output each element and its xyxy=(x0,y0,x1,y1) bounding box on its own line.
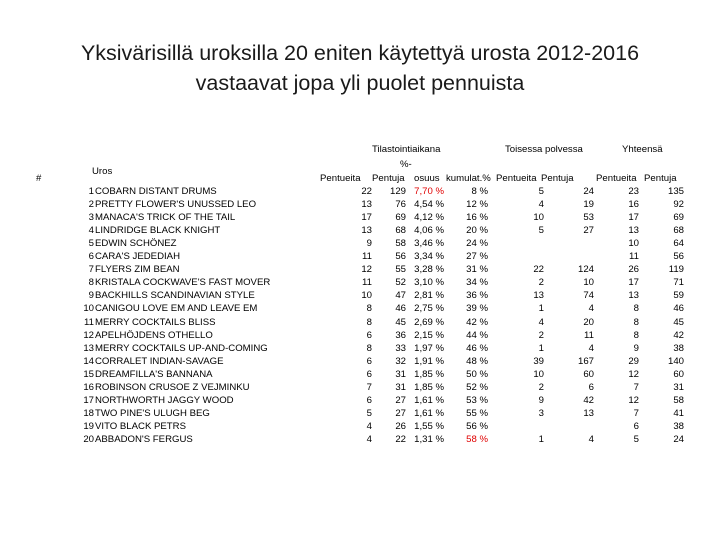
row-tp-pentuja: 6 xyxy=(588,381,594,393)
row-uros-name: APELHÖJDENS OTHELLO xyxy=(95,329,213,341)
row-tp-pentuja: 4 xyxy=(588,434,594,445)
row-pentuja: 33 xyxy=(395,342,406,354)
row-y-pentueita: 5 xyxy=(633,434,639,445)
row-y-pentueita: 6 xyxy=(633,420,639,432)
row-pentueita: 8 xyxy=(366,316,372,328)
row-tp-pentueita: 39 xyxy=(533,355,544,367)
row-kumulat: 55 % xyxy=(466,407,488,419)
row-tp-pentueita: 5 xyxy=(538,186,544,197)
table-row xyxy=(0,212,720,225)
row-tp-pentuja: 4 xyxy=(588,342,594,354)
header-tp-pentueita: Pentueita xyxy=(496,173,537,184)
row-pentueita: 10 xyxy=(361,290,372,302)
row-y-pentueita: 7 xyxy=(633,381,639,393)
row-number: 18 xyxy=(83,407,94,419)
row-y-pentuja: 38 xyxy=(673,420,684,432)
row-number: 13 xyxy=(83,342,94,354)
row-pentuja: 36 xyxy=(395,329,406,341)
row-pentueita: 7 xyxy=(366,381,372,393)
row-y-pentuja: 42 xyxy=(673,329,684,341)
row-osuus: 1,91 % xyxy=(414,355,444,367)
row-number: 4 xyxy=(88,225,94,237)
row-osuus: 4,12 % xyxy=(414,212,444,224)
row-uros-name: LINDRIDGE BLACK KNIGHT xyxy=(95,225,221,237)
row-kumulat: 27 % xyxy=(466,251,488,263)
row-y-pentueita: 11 xyxy=(629,251,639,263)
row-uros-name: DREAMFILLA'S BANNANA xyxy=(95,368,213,380)
row-number: 15 xyxy=(83,368,94,380)
row-pentuja: 31 xyxy=(395,368,406,380)
row-y-pentuja: 46 xyxy=(673,303,684,315)
row-tp-pentueita: 2 xyxy=(538,381,544,393)
table-row xyxy=(0,395,720,408)
row-pentueita: 11 xyxy=(362,251,372,263)
row-kumulat: 8 % xyxy=(471,186,488,197)
row-pentueita: 4 xyxy=(366,420,372,432)
row-y-pentueita: 17 xyxy=(628,212,639,224)
row-number: 19 xyxy=(83,420,94,432)
row-osuus: 1,97 % xyxy=(414,342,444,354)
row-tp-pentueita: 4 xyxy=(538,199,544,211)
row-tp-pentueita: 5 xyxy=(538,225,544,237)
row-tp-pentuja: 11 xyxy=(584,329,594,341)
row-pentueita: 17 xyxy=(361,212,372,224)
row-number: 11 xyxy=(84,316,94,328)
row-pentueita: 12 xyxy=(361,264,372,276)
row-y-pentueita: 17 xyxy=(628,277,639,289)
row-number: 6 xyxy=(88,251,94,263)
row-osuus: 1,61 % xyxy=(414,407,444,419)
row-pentuja: 76 xyxy=(395,199,406,211)
row-kumulat: 39 % xyxy=(466,303,488,315)
row-number: 3 xyxy=(88,212,94,224)
row-osuus: 3,34 % xyxy=(414,251,444,263)
row-tp-pentuja: 42 xyxy=(583,394,594,406)
row-kumulat: 48 % xyxy=(466,355,488,367)
row-kumulat: 44 % xyxy=(466,329,488,341)
row-tp-pentuja: 60 xyxy=(583,368,594,380)
row-number: 10 xyxy=(83,303,94,315)
row-tp-pentueita: 10 xyxy=(533,212,544,224)
row-y-pentuja: 140 xyxy=(667,355,684,367)
row-pentueita: 13 xyxy=(361,199,372,211)
row-pentuja: 55 xyxy=(395,264,406,276)
row-tp-pentueita: 4 xyxy=(538,316,544,328)
table-row xyxy=(0,434,720,447)
row-pentueita: 8 xyxy=(366,342,372,354)
row-number: 12 xyxy=(83,329,94,341)
row-tp-pentuja: 10 xyxy=(583,277,594,289)
row-kumulat: 34 % xyxy=(466,277,488,289)
row-pentuja: 31 xyxy=(395,381,406,393)
row-kumulat: 53 % xyxy=(466,394,488,406)
row-y-pentuja: 60 xyxy=(673,368,684,380)
row-osuus: 2,69 % xyxy=(414,316,444,328)
row-uros-name: ABBADON'S FERGUS xyxy=(95,434,193,445)
table-row xyxy=(0,408,720,421)
table-row xyxy=(0,421,720,434)
row-number: 9 xyxy=(88,290,94,302)
row-uros-name: CANIGOU LOVE EM AND LEAVE EM xyxy=(95,303,258,315)
row-uros-name: TWO PINE'S ULUGH BEG xyxy=(95,407,210,419)
table-row xyxy=(0,186,720,199)
row-tp-pentueita: 2 xyxy=(538,277,544,289)
row-y-pentuja: 64 xyxy=(673,238,684,250)
row-pentueita: 6 xyxy=(366,368,372,380)
row-uros-name: MERRY COCKTAILS UP-AND-COMING xyxy=(95,342,268,354)
row-uros-name: KRISTALA COCKWAVE'S FAST MOVER xyxy=(95,277,271,289)
row-osuus: 3,46 % xyxy=(414,238,444,250)
row-y-pentuja: 135 xyxy=(667,186,684,197)
row-pentueita: 9 xyxy=(366,238,372,250)
row-tp-pentueita: 1 xyxy=(538,303,544,315)
row-tp-pentueita: 1 xyxy=(538,342,544,354)
row-y-pentuja: 56 xyxy=(673,251,684,263)
row-uros-name: EDWIN SCHÖNEZ xyxy=(95,238,177,250)
row-tp-pentueita: 9 xyxy=(538,394,544,406)
row-y-pentueita: 26 xyxy=(628,264,639,276)
table-row xyxy=(0,277,720,290)
row-y-pentuja: 24 xyxy=(673,434,684,445)
row-number: 17 xyxy=(83,394,94,406)
row-uros-name: CORRALET INDIAN-SAVAGE xyxy=(95,355,224,367)
row-number: 14 xyxy=(83,355,94,367)
table-row xyxy=(0,356,720,369)
row-kumulat: 58 % xyxy=(466,434,488,445)
header-tilastointiaikana: Tilastointiaikana xyxy=(372,144,441,155)
row-pentuja: 69 xyxy=(395,212,406,224)
row-pentuja: 22 xyxy=(395,434,406,445)
row-y-pentueita: 12 xyxy=(628,368,639,380)
row-uros-name: CARA'S JEDEDIAH xyxy=(95,251,180,263)
row-uros-name: MANACA'S TRICK OF THE TAIL xyxy=(95,212,236,224)
row-tp-pentueita: 1 xyxy=(538,434,544,445)
row-pentueita: 6 xyxy=(366,355,372,367)
table-row xyxy=(0,290,720,303)
header-toisessa-polvessa: Toisessa polvessa xyxy=(505,144,583,155)
row-number: 16 xyxy=(83,381,94,393)
row-tp-pentuja: 74 xyxy=(583,290,594,302)
row-y-pentueita: 8 xyxy=(633,316,639,328)
row-tp-pentuja: 27 xyxy=(583,225,594,237)
table-row xyxy=(0,251,720,264)
header-tp-pentuja: Pentuja xyxy=(541,173,574,184)
row-y-pentueita: 10 xyxy=(628,238,639,250)
row-tp-pentueita: 3 xyxy=(538,407,544,419)
row-tp-pentuja: 20 xyxy=(583,316,594,328)
row-uros-name: NORTHWORTH JAGGY WOOD xyxy=(95,394,234,406)
table-row xyxy=(0,317,720,330)
row-y-pentuja: 41 xyxy=(673,407,684,419)
row-y-pentuja: 92 xyxy=(673,199,684,211)
row-pentuja: 56 xyxy=(395,251,406,263)
row-osuus: 1,31 % xyxy=(414,434,444,445)
row-number: 7 xyxy=(88,264,94,276)
row-tp-pentuja: 124 xyxy=(577,264,594,276)
row-y-pentuja: 31 xyxy=(673,381,684,393)
row-osuus: 4,06 % xyxy=(414,225,444,237)
table-row xyxy=(0,369,720,382)
row-osuus: 3,28 % xyxy=(414,264,444,276)
row-pentueita: 6 xyxy=(366,329,372,341)
row-kumulat: 12 % xyxy=(466,199,488,211)
row-y-pentuja: 68 xyxy=(673,225,684,237)
header-pentueita: Pentueita xyxy=(320,173,361,184)
title-line-1: Yksivärisillä uroksilla 20 eniten käytettyä urosta 2012-2016 xyxy=(80,41,640,65)
title-line-2: vastaavat jopa yli puolet pennuista xyxy=(195,71,525,95)
row-uros-name: PRETTY FLOWER'S UNUSSED LEO xyxy=(95,199,257,211)
table-row xyxy=(0,303,720,316)
row-osuus: 2,81 % xyxy=(414,290,444,302)
row-pentuja: 47 xyxy=(395,290,406,302)
row-uros-name: ROBINSON CRUSOE Z VEJMINKU xyxy=(95,381,250,393)
row-number: 20 xyxy=(83,434,94,445)
row-tp-pentuja: 24 xyxy=(583,186,594,197)
row-y-pentuja: 119 xyxy=(668,264,684,276)
row-kumulat: 52 % xyxy=(466,381,488,393)
row-y-pentueita: 8 xyxy=(633,329,639,341)
row-osuus: 2,15 % xyxy=(414,329,444,341)
row-y-pentueita: 16 xyxy=(628,199,639,211)
table-row xyxy=(0,199,720,212)
row-uros-name: COBARN DISTANT DRUMS xyxy=(95,186,217,197)
row-tp-pentueita: 22 xyxy=(533,264,544,276)
row-pentuja: 45 xyxy=(395,316,406,328)
row-pentuja: 129 xyxy=(389,186,406,197)
row-kumulat: 24 % xyxy=(466,238,488,250)
slide-title xyxy=(0,38,720,98)
row-y-pentuja: 59 xyxy=(673,290,684,302)
row-osuus: 1,85 % xyxy=(414,368,444,380)
row-tp-pentuja: 53 xyxy=(583,212,594,224)
row-pentuja: 52 xyxy=(395,277,406,289)
row-pentueita: 22 xyxy=(361,186,372,197)
row-uros-name: FLYERS ZIM BEAN xyxy=(95,264,180,276)
header-y-pentueita: Pentueita xyxy=(596,173,637,184)
row-pentueita: 5 xyxy=(366,407,372,419)
row-pentuja: 26 xyxy=(395,420,406,432)
row-y-pentueita: 23 xyxy=(628,186,639,197)
row-tp-pentuja: 167 xyxy=(577,355,594,367)
row-tp-pentueita: 10 xyxy=(533,368,544,380)
table-row xyxy=(0,330,720,343)
row-y-pentueita: 9 xyxy=(633,342,639,354)
row-pentueita: 11 xyxy=(362,277,372,289)
row-osuus: 4,54 % xyxy=(414,199,444,211)
row-tp-pentueita: 2 xyxy=(538,329,544,341)
row-kumulat: 20 % xyxy=(466,225,488,237)
row-osuus: 3,10 % xyxy=(414,277,444,289)
row-uros-name: MERRY COCKTAILS BLISS xyxy=(95,316,216,328)
row-tp-pentuja: 19 xyxy=(583,199,594,211)
table-row xyxy=(0,343,720,356)
table-row xyxy=(0,382,720,395)
header-percent-dash: %- xyxy=(400,159,412,170)
row-pentuja: 68 xyxy=(395,225,406,237)
row-y-pentuja: 45 xyxy=(673,316,684,328)
row-kumulat: 31 % xyxy=(466,264,488,276)
row-pentueita: 6 xyxy=(366,394,372,406)
row-kumulat: 56 % xyxy=(466,420,488,432)
row-pentuja: 46 xyxy=(395,303,406,315)
row-kumulat: 16 % xyxy=(466,212,488,224)
row-pentueita: 13 xyxy=(361,225,372,237)
row-tp-pentueita: 13 xyxy=(533,290,544,302)
row-osuus: 1,85 % xyxy=(414,381,444,393)
row-y-pentueita: 29 xyxy=(628,355,639,367)
row-number: 5 xyxy=(88,238,94,250)
header-y-pentuja: Pentuja xyxy=(644,173,677,184)
row-pentuja: 32 xyxy=(395,355,406,367)
row-osuus: 1,55 % xyxy=(414,420,444,432)
row-kumulat: 50 % xyxy=(466,368,488,380)
row-uros-name: VITO BLACK PETRS xyxy=(95,420,186,432)
row-pentuja: 58 xyxy=(395,238,406,250)
row-pentuja: 27 xyxy=(395,394,406,406)
row-uros-name: BACKHILLS SCANDINAVIAN STYLE xyxy=(95,290,255,302)
header-pentuja: Pentuja xyxy=(372,173,405,184)
row-y-pentueita: 8 xyxy=(633,303,639,315)
row-y-pentueita: 7 xyxy=(633,407,639,419)
row-kumulat: 46 % xyxy=(466,342,488,354)
header-hash: # xyxy=(36,173,42,184)
row-tp-pentuja: 13 xyxy=(583,407,594,419)
header-uros: Uros xyxy=(92,166,113,177)
header-yhteensa: Yhteensä xyxy=(622,144,663,155)
table-row xyxy=(0,238,720,251)
row-kumulat: 36 % xyxy=(466,290,488,302)
row-number: 8 xyxy=(88,277,94,289)
row-pentueita: 4 xyxy=(366,434,372,445)
header-kumulat: kumulat.% xyxy=(446,173,491,184)
row-tp-pentuja: 4 xyxy=(588,303,594,315)
row-osuus: 7,70 % xyxy=(414,186,444,197)
table-row xyxy=(0,264,720,277)
row-osuus: 2,75 % xyxy=(414,303,444,315)
row-kumulat: 42 % xyxy=(466,316,488,328)
row-y-pentueita: 12 xyxy=(628,394,639,406)
row-y-pentueita: 13 xyxy=(628,290,639,302)
table-row xyxy=(0,225,720,238)
row-osuus: 1,61 % xyxy=(414,394,444,406)
row-y-pentuja: 38 xyxy=(673,342,684,354)
row-number: 1 xyxy=(88,186,94,197)
row-y-pentueita: 13 xyxy=(628,225,639,237)
row-pentueita: 8 xyxy=(366,303,372,315)
row-y-pentuja: 71 xyxy=(673,277,684,289)
row-y-pentuja: 58 xyxy=(673,394,684,406)
header-osuus: osuus xyxy=(414,173,440,184)
row-y-pentuja: 69 xyxy=(673,212,684,224)
row-pentuja: 27 xyxy=(395,407,406,419)
row-number: 2 xyxy=(88,199,94,211)
